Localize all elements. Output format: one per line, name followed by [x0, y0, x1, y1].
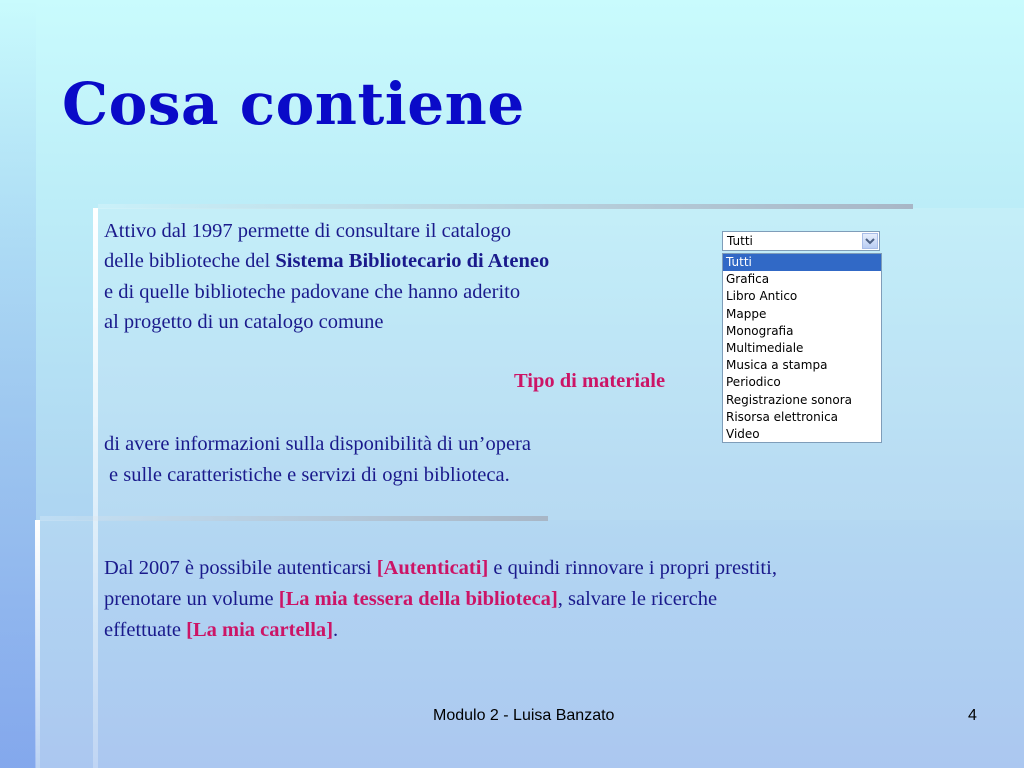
dropdown-option[interactable]: Tutti [723, 254, 881, 271]
auth-line-2 [104, 584, 717, 614]
dropdown-option[interactable]: Periodico [726, 375, 781, 390]
intro-line-4: al progetto di un catalogo comune [104, 311, 384, 333]
availability-line-2: e sulle caratteristiche e servizi di ogni biblioteca. [109, 464, 510, 486]
material-type-options-list[interactable] [722, 253, 882, 443]
dropdown-option[interactable]: Grafica [726, 272, 770, 287]
bracket-open: [ [278, 588, 286, 610]
lower-vertical-rule [35, 520, 40, 768]
dropdown-arrow-button[interactable] [862, 233, 878, 249]
dropdown-option[interactable]: Libro Antico [726, 289, 798, 304]
bracket-open: [ [376, 557, 384, 579]
dropdown-option[interactable]: Risorsa elettronica [726, 409, 839, 424]
bracket-close: ] [550, 588, 558, 610]
intro-line-2 [104, 246, 549, 276]
dropdown-option[interactable]: Mappe [726, 306, 767, 321]
auth-text-6: . [333, 619, 339, 641]
link-autenticati[interactable] [377, 557, 489, 579]
auth-text-5: effettuate [104, 619, 187, 641]
footer-text: Modulo 2 - Luisa Banzato [433, 707, 615, 724]
slide-title: Cosa contiene [62, 70, 525, 138]
dropdown-option[interactable]: Video [726, 426, 760, 441]
bracket-close: ] [481, 557, 489, 579]
dropdown-option[interactable]: Registrazione sonora [726, 392, 852, 407]
link-mia-cartella[interactable] [186, 619, 333, 641]
top-horizontal-rule [98, 204, 913, 209]
dropdown-option[interactable]: Monografia [726, 323, 794, 338]
intro-line-1: Attivo dal 1997 permette di consultare il catalogo [104, 220, 512, 242]
sistema-bibliotecario-label: Sistema Bibliotecario di Ateneo [275, 250, 550, 272]
auth-text-4: , salvare le ricerche [557, 588, 718, 610]
intro-line-3: e di quelle biblioteche padovane che hanno aderito [104, 281, 521, 303]
link-tessera-biblioteca[interactable] [279, 588, 558, 610]
bracket-close: ] [326, 619, 334, 641]
page-number: 4 [968, 707, 977, 724]
auth-line-1 [104, 553, 777, 583]
dropdown-option[interactable]: Musica a stampa [726, 358, 828, 373]
chevron-down-icon [865, 237, 875, 245]
autenticati-label: Autenticati [383, 557, 482, 579]
left-accent-band [0, 0, 36, 768]
auth-text-1: Dal 2007 è possibile autenticarsi [104, 557, 377, 579]
material-type-select[interactable] [722, 231, 880, 251]
intro-line-2-text: delle biblioteche del [104, 250, 276, 272]
availability-line-1: di avere informazioni sulla disponibilità di un’opera [104, 433, 531, 455]
select-value: Tutti [727, 234, 753, 248]
dropdown-option[interactable]: Multimediale [726, 340, 804, 355]
auth-line-3 [104, 615, 338, 645]
middle-horizontal-rule [40, 516, 548, 521]
auth-text-3: prenotare un volume [104, 588, 279, 610]
bracket-open: [ [186, 619, 193, 641]
cartella-label: La mia cartella [192, 619, 327, 641]
material-type-label: Tipo di materiale [514, 370, 666, 392]
tessera-label: La mia tessera della biblioteca [285, 588, 551, 610]
auth-text-2: e quindi rinnovare i propri prestiti, [488, 557, 777, 579]
